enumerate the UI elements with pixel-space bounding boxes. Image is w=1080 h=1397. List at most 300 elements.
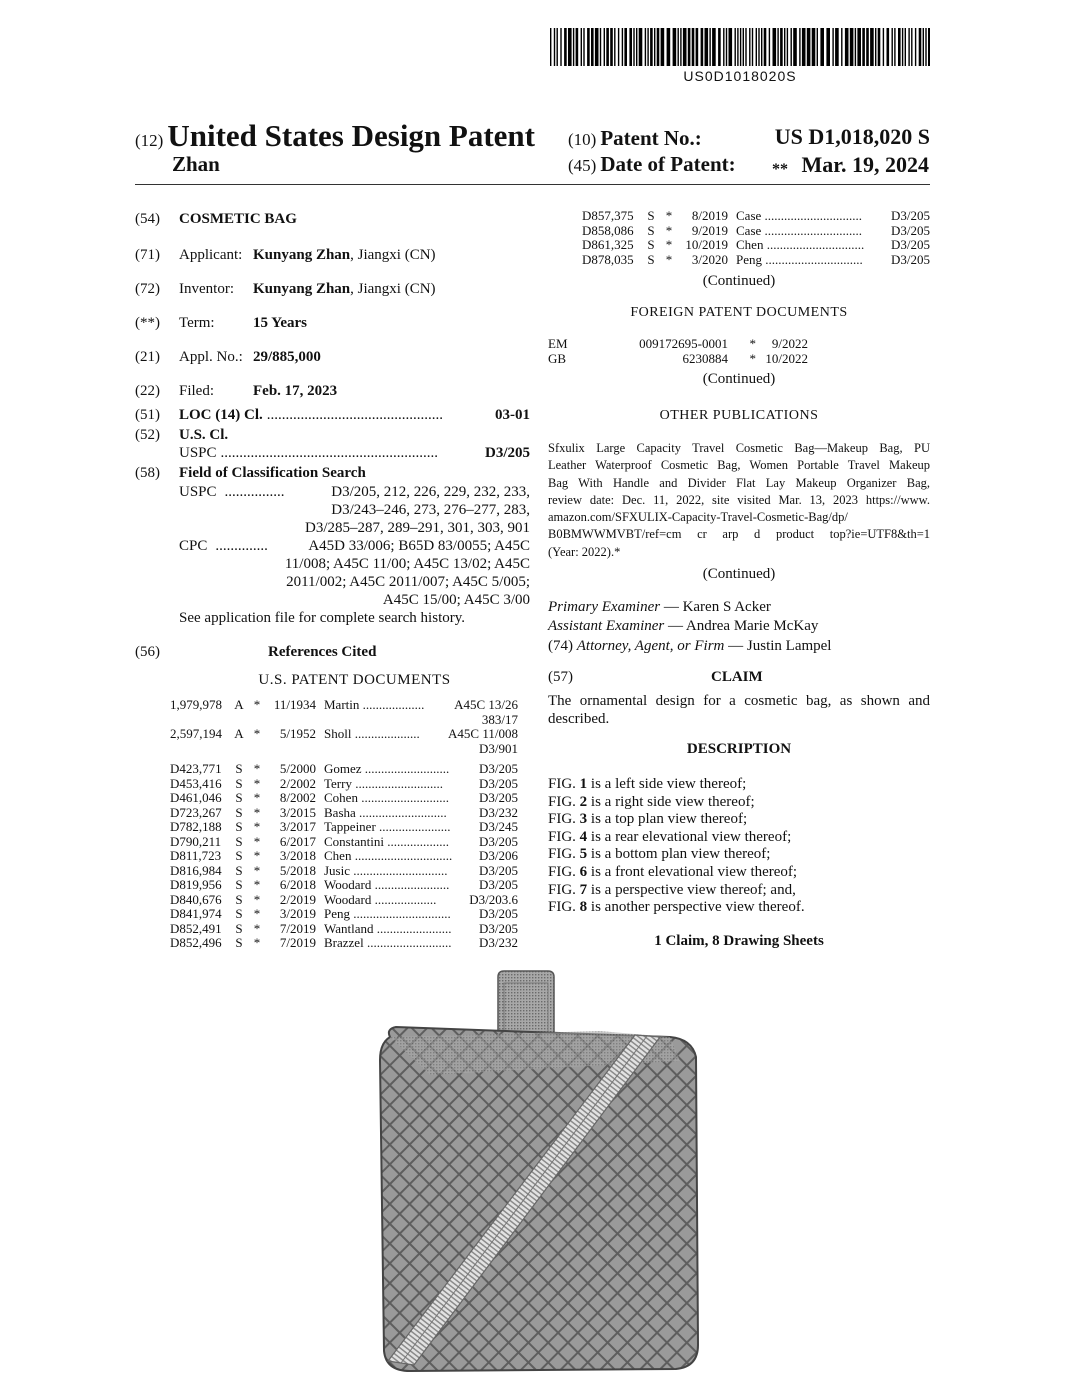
ref-class: D3/232	[479, 804, 518, 820]
fig-number: 2	[579, 793, 588, 810]
code-45: (45)	[568, 156, 597, 175]
foreign-no: 6230884	[682, 351, 728, 366]
ref-star: *	[253, 833, 261, 849]
ref-number: D819,956	[170, 877, 222, 892]
barcode-bar	[645, 28, 646, 66]
claim-heading: CLAIM	[711, 669, 763, 685]
ref-kind: S	[235, 775, 243, 791]
reference-row	[170, 791, 518, 806]
appl-no-label: Appl. No.:	[179, 349, 243, 365]
ref-star: *	[253, 906, 261, 921]
ref-date: 8/2019	[691, 208, 728, 223]
ref-kind: S	[647, 208, 655, 223]
barcode-bar	[610, 28, 613, 66]
barcode-bar	[723, 28, 724, 66]
barcode-bar	[758, 28, 759, 66]
reference-row	[170, 878, 518, 893]
publication-line: amazon.com/SFXULIX-Capacity-Travel-Cosmetic-Bag/dp/	[548, 510, 848, 525]
ref-number: D841,974	[170, 906, 222, 921]
barcode-bar	[925, 28, 926, 66]
ref-class: D3/203.6	[469, 891, 518, 907]
fig-prefix: FIG.	[548, 899, 580, 916]
publication-text	[548, 440, 930, 561]
barcode-bar	[887, 28, 890, 66]
ref-date: 2/2002	[279, 775, 316, 791]
applicant-label: Applicant:	[179, 247, 243, 263]
patent-no-label: Patent No.:	[600, 126, 702, 150]
field-71	[135, 246, 530, 280]
ref-name	[736, 253, 872, 268]
barcode-bar	[761, 28, 762, 66]
primary-examiner-label: Primary Examiner	[548, 599, 661, 615]
barcode-bar	[560, 28, 561, 66]
ref-star: *	[253, 761, 261, 776]
barcode-number: US0D1018020S	[683, 68, 797, 84]
barcode-bar	[826, 28, 830, 66]
ref-inventor: Sholl	[324, 727, 352, 741]
ref-inventor: Peng	[324, 907, 350, 921]
search-uspc-dots: ................	[224, 484, 285, 500]
ref-dots: ..........................	[361, 762, 450, 776]
code-58: (58)	[135, 465, 160, 481]
publication-line: (Year: 2022).*	[548, 544, 621, 559]
references-table-long	[170, 698, 518, 756]
ref-name	[324, 878, 460, 893]
barcode-bar	[550, 28, 551, 66]
inventor-surname: Zhan	[172, 152, 220, 176]
barcode-bar	[845, 28, 849, 66]
barcode-bar	[604, 28, 605, 66]
reference-row-cont	[170, 713, 518, 728]
reference-row	[170, 806, 518, 821]
field-54	[135, 210, 530, 246]
barcode-bar	[639, 28, 643, 66]
ref-dots: ..........................	[363, 936, 452, 950]
ref-dots: ...................	[383, 834, 449, 849]
barcode-bar	[855, 28, 856, 66]
figure-description	[548, 829, 930, 847]
foreign-cc: GB	[548, 351, 567, 366]
fig-text: is a perspective view thereof; and,	[587, 881, 796, 898]
barcode-bar	[568, 28, 572, 66]
barcode-bar	[743, 28, 744, 66]
search-cpc-dots: ..............	[215, 538, 268, 554]
cosmetic-bag-drawing	[370, 965, 710, 1385]
ref-date: 5/2000	[279, 761, 316, 776]
barcode-bar	[564, 28, 567, 66]
barcode-bar	[696, 28, 699, 66]
ref-number: 1,979,978	[170, 697, 222, 712]
barcode-bar	[573, 28, 574, 66]
search-uspc-line: D3/243–246, 273, 276–277, 283,	[331, 502, 530, 518]
fig-number: 3	[579, 811, 588, 828]
fig-prefix: FIG.	[548, 828, 580, 845]
barcode-bar	[688, 28, 691, 66]
barcode-bar	[650, 28, 653, 66]
fig-prefix: FIG.	[548, 881, 580, 898]
barcode-bar	[908, 28, 909, 66]
ref-star: *	[253, 775, 261, 791]
header-left	[135, 118, 535, 154]
ref-inventor: Case	[736, 223, 762, 238]
barcode-bar	[647, 28, 648, 66]
figure-description	[548, 811, 930, 829]
barcode-bar	[683, 28, 687, 66]
fig-text: is a top plan view thereof;	[587, 811, 748, 828]
barcode-bar	[773, 28, 777, 66]
references-cited-heading: References Cited	[268, 644, 377, 660]
ref-kind: S	[647, 237, 655, 252]
barcode-bar	[705, 28, 709, 66]
ref-dots: ...................	[359, 698, 425, 712]
barcode	[550, 28, 930, 66]
reference-row	[170, 762, 518, 777]
barcode-bar	[915, 28, 916, 66]
ref-star: *	[253, 697, 261, 712]
ref-class: D3/245	[479, 819, 518, 834]
ref-number: D878,035	[582, 251, 634, 267]
ref-inventor: Chen	[736, 238, 764, 252]
ref-inventor: Constantini	[324, 834, 384, 849]
barcode-bar	[678, 28, 679, 66]
ref-kind: S	[235, 877, 243, 892]
field-21	[135, 348, 530, 382]
ref-inventor: Jusic	[324, 863, 350, 878]
ref-date: 3/2018	[279, 848, 316, 863]
ref-name	[736, 224, 872, 239]
ref-kind: A	[234, 726, 244, 741]
ref-star: *	[665, 222, 673, 238]
reference-row	[170, 849, 518, 864]
ref-kind: S	[235, 833, 243, 849]
barcode-bar	[657, 28, 660, 66]
barcode-bar	[817, 28, 818, 66]
date-row	[568, 152, 736, 177]
barcode-bar	[701, 28, 704, 66]
ref-name	[324, 727, 448, 742]
ref-class: D3/205	[479, 833, 518, 849]
ref-kind: S	[647, 222, 655, 238]
header-rule	[135, 184, 930, 185]
ref-number: D858,086	[582, 222, 634, 238]
search-cpc-line: A45D 33/006; B65D 83/0055; A45C	[308, 538, 530, 554]
loc-value: 03-01	[495, 407, 530, 423]
ref-number: D840,676	[170, 891, 222, 907]
ref-kind: S	[235, 891, 243, 907]
ref-class: D3/205	[479, 761, 518, 776]
date-label: Date of Patent:	[600, 152, 736, 176]
barcode-bar	[857, 28, 861, 66]
barcode-bar	[749, 28, 750, 66]
field-58	[135, 464, 530, 483]
figure-description	[548, 794, 930, 812]
ref-kind: S	[235, 935, 243, 950]
ref-number: D423,771	[170, 761, 222, 776]
inventor-label: Inventor:	[179, 281, 234, 297]
field-52	[135, 426, 530, 444]
ref-class: D3/205	[891, 208, 930, 223]
barcode-bar	[654, 28, 655, 66]
field-72	[135, 280, 530, 314]
ref-star: *	[253, 790, 261, 805]
barcode-bar	[764, 28, 767, 66]
ref-number: D461,046	[170, 790, 222, 805]
foreign-doc-row	[548, 336, 808, 351]
filed-value: Feb. 17, 2023	[253, 383, 338, 399]
code-12: (12)	[135, 131, 164, 150]
continued-2: (Continued)	[702, 371, 776, 387]
right-refs	[582, 209, 930, 267]
barcode-bar	[870, 28, 874, 66]
ref-name	[324, 698, 448, 713]
ref-dots: .............................	[350, 863, 448, 878]
search-cpc-line: A45C 15/00; A45C 3/00	[382, 592, 530, 608]
ref-number: D811,723	[170, 848, 222, 863]
claim-heading-row	[548, 668, 930, 686]
foreign-doc-row	[548, 351, 808, 366]
search-uspc-line: D3/285–287, 289–291, 301, 303, 901	[305, 520, 530, 536]
ref-class: D3/205	[891, 222, 930, 238]
ref-inventor: Wantland	[324, 921, 374, 936]
barcode-bar	[902, 28, 903, 66]
barcode-bar	[756, 28, 757, 66]
attorney-name: — Justin Lampel	[724, 638, 832, 654]
barcode-bar	[692, 28, 695, 66]
barcode-bar	[624, 28, 627, 66]
continued-3: (Continued)	[702, 566, 776, 582]
barcode-bar	[799, 28, 800, 66]
ref-date: 2/2019	[279, 891, 316, 907]
fig-text: is another perspective view thereof.	[587, 899, 805, 916]
barcode-bar	[554, 28, 555, 66]
code-72: (72)	[135, 281, 160, 297]
ref-number: D852,491	[170, 920, 222, 936]
ref-date: 3/2015	[279, 804, 316, 820]
barcode-bar	[557, 28, 558, 66]
ref-date: 5/1952	[279, 726, 316, 741]
code-22: (22)	[135, 383, 160, 399]
barcode-bar	[633, 28, 634, 66]
barcode-bar	[576, 28, 579, 66]
field-term	[135, 314, 530, 348]
ref-number: D852,496	[170, 935, 222, 950]
figure-description	[548, 776, 930, 794]
barcode-bar	[581, 28, 582, 66]
code-54: (54)	[135, 211, 160, 227]
ref-class: D3/205	[891, 251, 930, 267]
barcode-bar	[667, 28, 671, 66]
claim-text	[548, 692, 930, 728]
ref-inventor: Gomez	[324, 762, 362, 776]
ref-number: D723,267	[170, 804, 222, 820]
code-74: (74)	[548, 638, 573, 654]
reference-row	[170, 907, 518, 922]
barcode-bar	[745, 28, 746, 66]
barcode-bar	[752, 28, 753, 66]
ref-inventor: Terry	[324, 776, 352, 791]
ref-star: *	[253, 726, 261, 741]
publication-line: Bag With Handle and Divider Flat Lay Makeup Organizer Bag,	[548, 475, 930, 490]
barcode-bar	[787, 28, 788, 66]
figure-list	[548, 776, 930, 917]
claims-sheets-summary: 1 Claim, 8 Drawing Sheets	[654, 933, 824, 949]
reference-row	[170, 698, 518, 713]
barcode-bar	[919, 28, 922, 66]
code-56: (56)	[135, 644, 160, 660]
barcode-bar	[606, 28, 609, 66]
ref-date: 8/2002	[279, 790, 316, 805]
barcode-bar	[911, 28, 912, 66]
ref-name	[736, 238, 872, 253]
fig-text: is a front elevational view thereof;	[587, 863, 798, 880]
uspc-row	[135, 444, 530, 464]
fig-text: is a bottom plan view thereof;	[587, 846, 771, 863]
ref-class-secondary: 383/17	[481, 711, 518, 727]
ref-date: 3/2019	[279, 906, 316, 921]
ref-name	[324, 864, 460, 879]
barcode-bar	[883, 28, 884, 66]
ref-kind: S	[235, 790, 243, 805]
search-uspc	[135, 483, 530, 537]
code-10: (10)	[568, 130, 597, 149]
description-heading: DESCRIPTION	[686, 741, 792, 757]
barcode-bar	[807, 28, 811, 66]
foreign-star: *	[749, 336, 756, 351]
primary-examiner	[548, 598, 930, 616]
ref-kind: S	[235, 804, 243, 820]
ref-dots: ..............................	[761, 223, 863, 238]
ref-name	[324, 806, 460, 821]
barcode-bar	[928, 28, 930, 66]
ref-dots: ....................	[351, 727, 420, 741]
filed-label: Filed:	[179, 383, 215, 399]
ref-star: *	[253, 935, 261, 950]
foreign-docs	[548, 336, 808, 366]
code-71: (71)	[135, 247, 160, 263]
field-search-label: Field of Classification Search	[179, 465, 366, 481]
ref-inventor: Martin	[324, 698, 360, 712]
barcode-bar	[680, 28, 681, 66]
ref-dots: .......................	[373, 921, 452, 936]
ref-name	[324, 849, 460, 864]
foreign-date: 10/2022	[765, 351, 808, 366]
barcode-bar	[812, 28, 816, 66]
ref-inventor: Brazzel	[324, 936, 364, 950]
ref-inventor: Basha	[324, 805, 356, 820]
patent-date-row	[772, 152, 929, 179]
publication-line: review date: Dec. 11, 2022, site visited Mar. 13, 2023 https://www.	[548, 492, 930, 507]
fig-number: 8	[579, 899, 588, 916]
field-56	[135, 643, 530, 671]
assistant-examiner-name: — Andrea Marie McKay	[664, 618, 819, 634]
barcode-bar	[737, 28, 738, 66]
barcode-bar	[898, 28, 901, 66]
fig-text: is a rear elevational view thereof;	[587, 828, 792, 845]
barcode-bar	[835, 28, 839, 66]
references-table-continued	[582, 209, 930, 267]
search-cpc-line: 2011/002; A45C 2011/007; A45C 5/005;	[286, 574, 530, 590]
publication-line: B0BMWWMVBT/ref=cm cr arp d product top?ie=UTF8&th=1	[548, 527, 930, 542]
ref-dots: ..............................	[761, 209, 863, 223]
foreign-no: 009172695-0001	[639, 336, 728, 351]
ref-inventor: Chen	[324, 849, 352, 863]
patent-type-title: United States Design Patent	[167, 118, 535, 153]
continued-1: (Continued)	[702, 273, 776, 289]
barcode-bar	[777, 28, 778, 66]
ref-number: 2,597,194	[170, 726, 222, 741]
barcode-bar	[802, 28, 806, 66]
barcode-bar	[629, 28, 632, 66]
claim-line: described.	[548, 711, 610, 727]
attorney-label: Attorney, Agent, or Firm	[576, 638, 725, 654]
ref-name	[324, 791, 460, 806]
ref-star: *	[253, 920, 261, 936]
fig-prefix: FIG.	[548, 863, 580, 880]
appl-no-value: 29/885,000	[253, 349, 321, 365]
reference-row-cont	[170, 742, 518, 757]
ref-star: *	[665, 237, 673, 252]
fig-prefix: FIG.	[548, 846, 580, 863]
ref-kind: S	[235, 848, 243, 863]
reference-row	[170, 835, 518, 850]
barcode-bar	[894, 28, 895, 66]
primary-examiner-name: — Karen S Acker	[660, 599, 771, 615]
barcode-bar	[591, 28, 594, 66]
ref-star: *	[253, 891, 261, 907]
us-patent-docs-heading: U.S. PATENT DOCUMENTS	[258, 672, 451, 688]
search-uspc-label: USPC	[179, 484, 217, 500]
ref-kind: S	[235, 920, 243, 936]
ref-star: *	[253, 804, 261, 820]
patent-no-row	[568, 126, 702, 151]
barcode-bar	[832, 28, 833, 66]
ref-class: D3/206	[479, 848, 518, 863]
barcode-bar	[661, 28, 665, 66]
ref-dots: ..............................	[763, 238, 865, 252]
uspc-value: D3/205	[485, 445, 530, 461]
ref-class: D3/232	[479, 935, 518, 950]
ref-class: D3/205	[479, 920, 518, 936]
barcode-bar	[636, 28, 637, 66]
ref-inventor: Case	[736, 209, 762, 223]
ref-kind: S	[235, 819, 243, 834]
ref-dots: ..............................	[351, 849, 453, 863]
attorney	[548, 637, 930, 655]
us-references	[170, 698, 518, 951]
ref-number: D857,375	[582, 208, 634, 223]
loc-dots: ...............................................	[266, 407, 443, 423]
foreign-cc: EM	[548, 336, 568, 351]
field-22	[135, 382, 530, 406]
ref-dots: ..............................	[350, 907, 451, 921]
ref-class-secondary: D3/901	[479, 740, 518, 756]
us-cl-label: U.S. Cl.	[179, 427, 229, 443]
barcode-bar	[878, 28, 881, 66]
ref-number: D453,416	[170, 775, 222, 791]
barcode-bar	[735, 28, 736, 66]
barcode-bar	[905, 28, 906, 66]
date-stars: **	[772, 161, 788, 178]
fig-number: 5	[579, 846, 588, 863]
ref-class: D3/205	[479, 906, 518, 921]
barcode-bar	[850, 28, 854, 66]
inventor-name: Kunyang Zhan	[253, 281, 351, 297]
publication-line: Sfxulix Large Capacity Travel Cosmetic Bag—Makeup Bag, PU	[548, 441, 930, 455]
foreign-date: 9/2022	[771, 336, 808, 351]
ref-dots: ...........................	[357, 791, 449, 805]
ref-inventor: Woodard	[324, 892, 372, 907]
barcode-bar	[862, 28, 865, 66]
